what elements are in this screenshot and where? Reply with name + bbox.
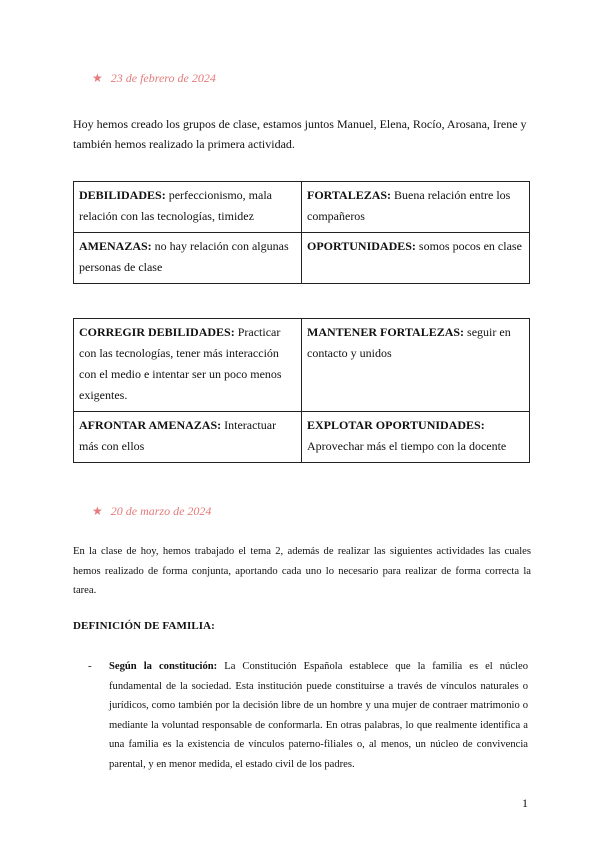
came-cell-corregir	[74, 319, 302, 412]
swot-label-fortalezas: FORTALEZAS:	[307, 188, 392, 202]
intro-paragraph-1: Hoy hemos creado los grupos de clase, estamos juntos Manuel, Elena, Rocío, Arosana, Irene y también hemos realizado la primera actividad.	[73, 117, 527, 151]
list-dash: -	[88, 660, 92, 672]
intro-paragraph-2: En la clase de hoy, hemos trabajado el tema 2, además de realizar las siguientes actividades las cuales hemos realizado de forma conjunta, aportando cada uno lo necesario para realizar de forma correcta la tarea.	[73, 546, 531, 596]
date-heading-2	[92, 504, 211, 519]
swot-label-amenazas: AMENAZAS:	[79, 239, 152, 253]
came-text-corregir: Practicar con las tecnologías, tener más interacción con el medio e intentar ser un poco menos exigentes.	[79, 325, 282, 402]
came-label-corregir: CORREGIR DEBILIDADES:	[79, 325, 235, 339]
swot-label-debilidades: DEBILIDADES:	[79, 188, 166, 202]
list-item-label: Según la constitución:	[109, 661, 218, 672]
date-text-2: 20 de marzo de 2024	[110, 504, 212, 518]
date-heading-1	[92, 71, 216, 86]
came-text-explotar: Aprovechar más el tiempo con la docente	[307, 439, 507, 453]
came-cell-mantener	[302, 319, 530, 412]
list-item-text	[109, 657, 528, 774]
swot-cell-oportunidades	[302, 233, 530, 284]
list-item-body: La Constitución Española establece que la familia es el núcleo fundamental de la sociedad. Esta institución puede constituirse a través de vínculos naturales o jurídicos, como también por la decisión libre de un hombre y una mujer de contraer matrimonio o mediante la voluntad responsable de conformarla. En otras palabras, lo que realmente identifica a una familia es la existencia de vínculos paterno-filiales o, al menos, un núcleo de convivencia parental, y en menor medida, el estado civil de los padres.	[109, 661, 528, 770]
swot-text-fortalezas: Buena relación entre los compañeros	[307, 188, 511, 223]
swot-table	[73, 181, 530, 284]
section-title-definicion: DEFINICIÓN DE FAMILIA:	[73, 620, 215, 632]
date-text-1: 23 de febrero de 2024	[110, 71, 216, 85]
came-label-explotar: EXPLOTAR OPORTUNIDADES:	[307, 418, 485, 432]
swot-cell-amenazas	[74, 233, 302, 284]
star-icon: ★	[92, 71, 103, 85]
came-cell-afrontar	[74, 412, 302, 463]
page-number: 1	[522, 796, 528, 810]
swot-cell-fortalezas	[302, 182, 530, 233]
came-cell-explotar	[302, 412, 530, 463]
came-table	[73, 318, 530, 463]
came-label-mantener: MANTENER FORTALEZAS:	[307, 325, 465, 339]
swot-label-oportunidades: OPORTUNIDADES:	[307, 239, 416, 253]
came-text-afrontar: Interactuar más con ellos	[79, 418, 277, 453]
swot-text-oportunidades: somos pocos en clase	[415, 239, 522, 253]
came-label-afrontar: AFRONTAR AMENAZAS:	[79, 418, 222, 432]
swot-text-amenazas: no hay relación con algunas personas de clase	[79, 239, 289, 274]
star-icon: ★	[92, 504, 103, 518]
swot-cell-debilidades	[74, 182, 302, 233]
came-text-mantener: seguir en contacto y unidos	[307, 325, 511, 360]
swot-text-debilidades: perfeccionismo, mala relación con las tecnologías, timidez	[79, 188, 272, 223]
